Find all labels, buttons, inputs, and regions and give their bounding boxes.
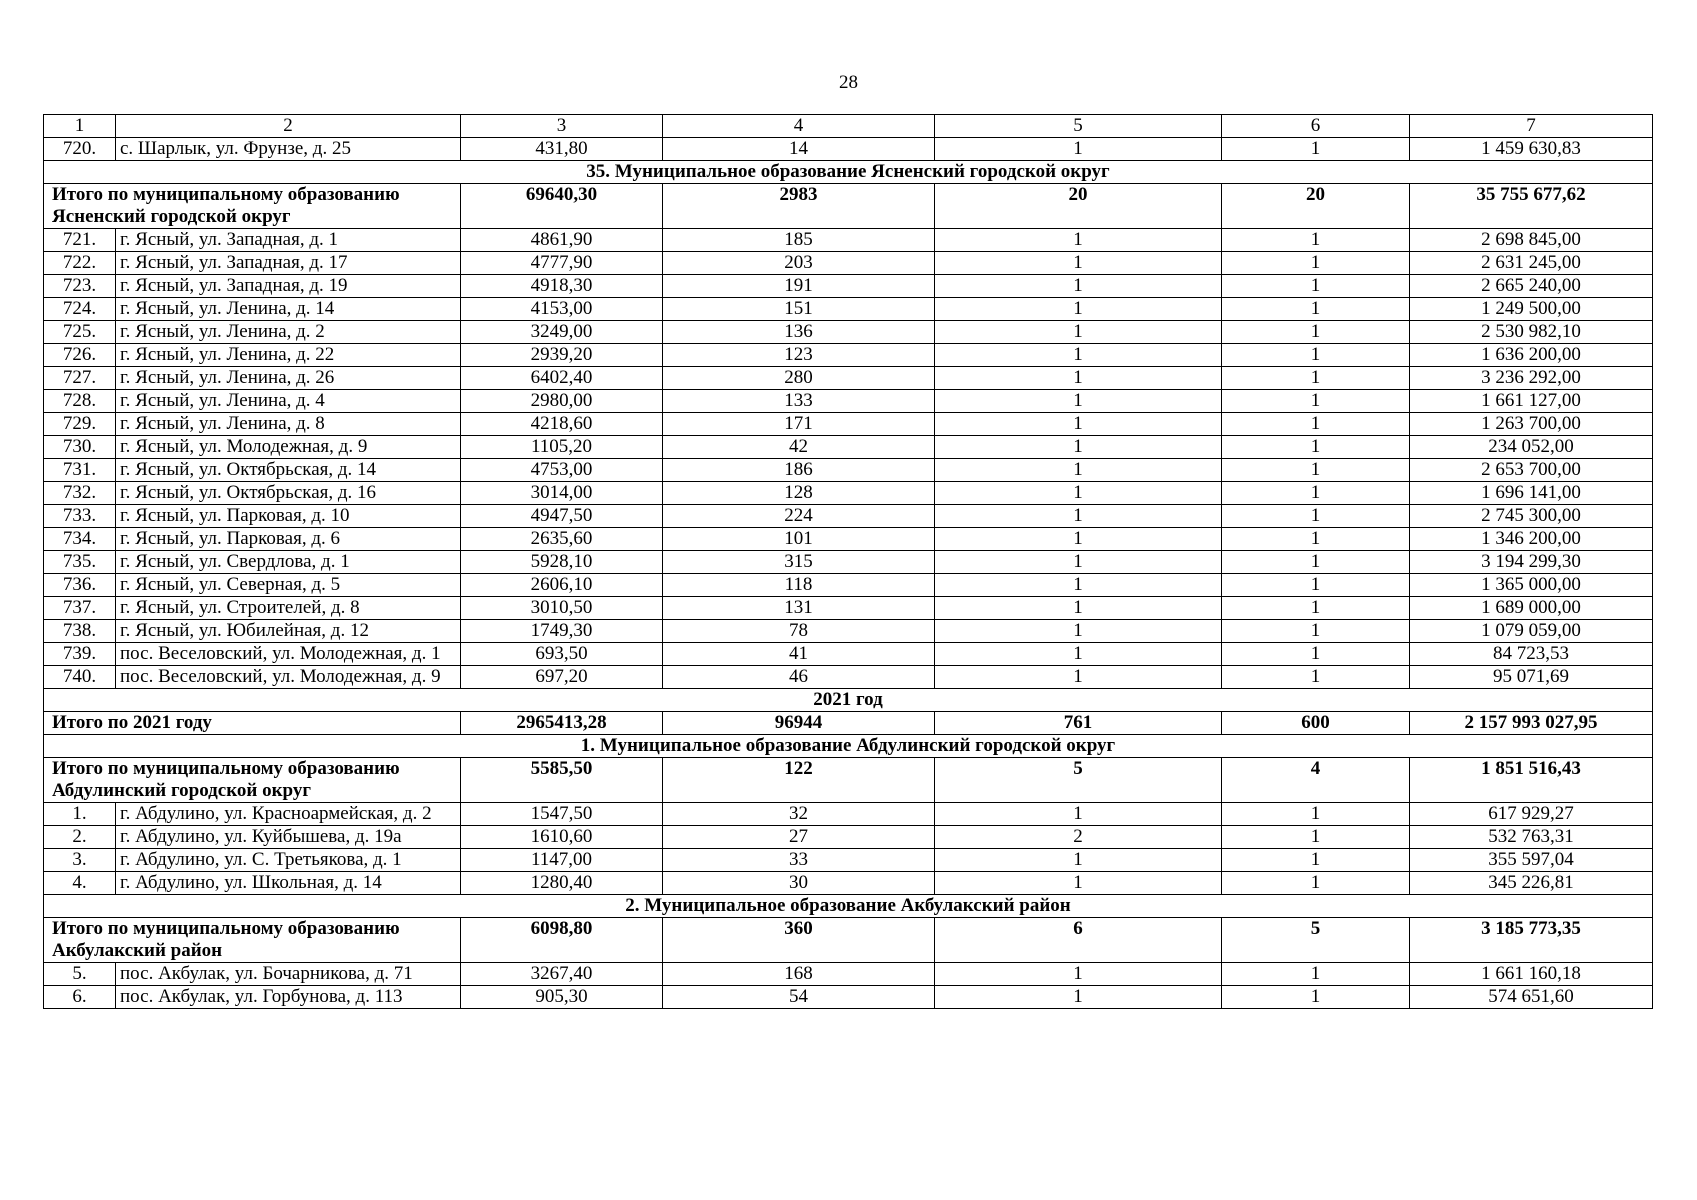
area-cell: 5585,50 [461,758,663,803]
address-cell: г. Ясный, ул. Ленина, д. 26 [116,367,461,390]
table-row [44,528,1653,551]
row-number: 730. [44,436,116,459]
col6-cell: 1 [1222,620,1410,643]
cost-cell: 3 236 292,00 [1410,367,1653,390]
row-number: 740. [44,666,116,689]
table-row [44,963,1653,986]
area-cell: 2965413,28 [461,712,663,735]
col6-cell: 1 [1222,367,1410,390]
row-number: 724. [44,298,116,321]
table-row [44,666,1653,689]
housing-register-table [43,114,1653,1009]
cost-cell: 1 696 141,00 [1410,482,1653,505]
cost-cell: 3 194 299,30 [1410,551,1653,574]
address-cell: с. Шарлык, ул. Фрунзе, д. 25 [116,138,461,161]
row-number: 725. [44,321,116,344]
col5-cell: 1 [935,482,1222,505]
area-cell: 4218,60 [461,413,663,436]
address-cell: г. Абдулино, ул. Куйбышева, д. 19а [116,826,461,849]
row-number: 732. [44,482,116,505]
col6-cell: 1 [1222,986,1410,1009]
col5-cell: 1 [935,597,1222,620]
area-cell: 2606,10 [461,574,663,597]
col5-cell: 1 [935,528,1222,551]
address-cell: г. Ясный, ул. Октябрьская, д. 16 [116,482,461,505]
col6-cell: 1 [1222,551,1410,574]
table-row [44,643,1653,666]
address-cell: г. Ясный, ул. Ленина, д. 22 [116,344,461,367]
col5-cell: 1 [935,229,1222,252]
col6-cell: 1 [1222,229,1410,252]
row-number: 723. [44,275,116,298]
col6-cell: 1 [1222,413,1410,436]
cost-cell: 1 689 000,00 [1410,597,1653,620]
row-number: 729. [44,413,116,436]
residents-cell: 168 [663,963,935,986]
row-number: 733. [44,505,116,528]
table-row [44,826,1653,849]
residents-cell: 96944 [663,712,935,735]
col5-cell: 1 [935,872,1222,895]
area-cell: 431,80 [461,138,663,161]
table-body [44,115,1653,1009]
area-cell: 69640,30 [461,184,663,229]
address-cell: г. Ясный, ул. Парковая, д. 10 [116,505,461,528]
cost-cell: 2 665 240,00 [1410,275,1653,298]
area-cell: 3267,40 [461,963,663,986]
cost-cell: 3 185 773,35 [1410,918,1653,963]
area-cell: 5928,10 [461,551,663,574]
subtotal-row [44,758,1653,803]
table-row [44,574,1653,597]
col6-cell: 1 [1222,803,1410,826]
col5-cell: 1 [935,643,1222,666]
header-cell: 3 [461,115,663,138]
col5-cell: 1 [935,138,1222,161]
cost-cell: 2 745 300,00 [1410,505,1653,528]
residents-cell: 27 [663,826,935,849]
cost-cell: 2 530 982,10 [1410,321,1653,344]
cost-cell: 234 052,00 [1410,436,1653,459]
cost-cell: 1 636 200,00 [1410,344,1653,367]
col6-cell: 1 [1222,436,1410,459]
subtotal-label: Итого по муниципальному образованию Ясненский городской округ [44,184,461,229]
col5-cell: 1 [935,275,1222,298]
table-row [44,872,1653,895]
address-cell: г. Ясный, ул. Молодежная, д. 9 [116,436,461,459]
residents-cell: 191 [663,275,935,298]
row-number: 726. [44,344,116,367]
residents-cell: 280 [663,367,935,390]
col5-cell: 761 [935,712,1222,735]
area-cell: 2939,20 [461,344,663,367]
col5-cell: 1 [935,803,1222,826]
col5-cell: 1 [935,321,1222,344]
row-number: 735. [44,551,116,574]
subtotal-label: Итого по муниципальному образованию Акбулакский район [44,918,461,963]
table-row [44,459,1653,482]
address-cell: г. Ясный, ул. Западная, д. 1 [116,229,461,252]
row-number: 734. [44,528,116,551]
area-cell: 4918,30 [461,275,663,298]
table-row [44,849,1653,872]
area-cell: 1147,00 [461,849,663,872]
col5-cell: 1 [935,574,1222,597]
residents-cell: 118 [663,574,935,597]
table-row [44,803,1653,826]
table-row [44,620,1653,643]
residents-cell: 136 [663,321,935,344]
row-number: 738. [44,620,116,643]
col5-cell: 1 [935,367,1222,390]
cost-cell: 2 698 845,00 [1410,229,1653,252]
table-row [44,321,1653,344]
cost-cell: 617 929,27 [1410,803,1653,826]
col6-cell: 1 [1222,275,1410,298]
residents-cell: 224 [663,505,935,528]
table-row [44,367,1653,390]
col5-cell: 1 [935,551,1222,574]
address-cell: г. Ясный, ул. Западная, д. 19 [116,275,461,298]
address-cell: пос. Веселовский, ул. Молодежная, д. 9 [116,666,461,689]
residents-cell: 131 [663,597,935,620]
col5-cell: 1 [935,986,1222,1009]
residents-cell: 185 [663,229,935,252]
row-number: 5. [44,963,116,986]
residents-cell: 186 [663,459,935,482]
cost-cell: 95 071,69 [1410,666,1653,689]
address-cell: г. Ясный, ул. Западная, д. 17 [116,252,461,275]
row-number: 1. [44,803,116,826]
residents-cell: 133 [663,390,935,413]
area-cell: 6098,80 [461,918,663,963]
col6-cell: 1 [1222,963,1410,986]
subtotal-label: Итого по муниципальному образованию Абдулинский городской округ [44,758,461,803]
subtotal-row [44,918,1653,963]
area-cell: 697,20 [461,666,663,689]
section-header-row [44,161,1653,184]
subtotal-row [44,712,1653,735]
header-cell: 6 [1222,115,1410,138]
cost-cell: 1 263 700,00 [1410,413,1653,436]
area-cell: 3010,50 [461,597,663,620]
subtotal-label: Итого по 2021 году [44,712,461,735]
address-cell: г. Абдулино, ул. Красноармейская, д. 2 [116,803,461,826]
col5-cell: 1 [935,252,1222,275]
col5-cell: 1 [935,849,1222,872]
table-row [44,275,1653,298]
cost-cell: 1 079 059,00 [1410,620,1653,643]
cost-cell: 1 661 127,00 [1410,390,1653,413]
col6-cell: 1 [1222,643,1410,666]
row-number: 720. [44,138,116,161]
col6-cell: 1 [1222,574,1410,597]
col6-cell: 1 [1222,597,1410,620]
residents-cell: 360 [663,918,935,963]
cost-cell: 345 226,81 [1410,872,1653,895]
col5-cell: 1 [935,963,1222,986]
col6-cell: 1 [1222,849,1410,872]
address-cell: г. Ясный, ул. Ленина, д. 2 [116,321,461,344]
residents-cell: 123 [663,344,935,367]
col5-cell: 1 [935,459,1222,482]
area-cell: 1547,50 [461,803,663,826]
area-cell: 4947,50 [461,505,663,528]
residents-cell: 203 [663,252,935,275]
row-number: 731. [44,459,116,482]
address-cell: г. Ясный, ул. Строителей, д. 8 [116,597,461,620]
address-cell: пос. Акбулак, ул. Бочарникова, д. 71 [116,963,461,986]
section-title: 2. Муниципальное образование Акбулакский район [44,895,1653,918]
col6-cell: 1 [1222,138,1410,161]
cost-cell: 1 661 160,18 [1410,963,1653,986]
residents-cell: 101 [663,528,935,551]
row-number: 4. [44,872,116,895]
col6-cell: 1 [1222,505,1410,528]
address-cell: г. Абдулино, ул. С. Третьякова, д. 1 [116,849,461,872]
col6-cell: 1 [1222,826,1410,849]
header-cell: 5 [935,115,1222,138]
residents-cell: 14 [663,138,935,161]
col6-cell: 1 [1222,321,1410,344]
col6-cell: 20 [1222,184,1410,229]
col6-cell: 1 [1222,528,1410,551]
address-cell: г. Абдулино, ул. Школьная, д. 14 [116,872,461,895]
section-title: 2021 год [44,689,1653,712]
residents-cell: 46 [663,666,935,689]
cost-cell: 532 763,31 [1410,826,1653,849]
header-cell: 2 [116,115,461,138]
table-row [44,390,1653,413]
cost-cell: 2 157 993 027,95 [1410,712,1653,735]
col5-cell: 1 [935,413,1222,436]
residents-cell: 2983 [663,184,935,229]
row-number: 739. [44,643,116,666]
row-number: 722. [44,252,116,275]
header-row [44,115,1653,138]
section-header-row [44,895,1653,918]
table-row [44,344,1653,367]
cost-cell: 574 651,60 [1410,986,1653,1009]
section-title: 35. Муниципальное образование Ясненский городской округ [44,161,1653,184]
table-row [44,986,1653,1009]
col5-cell: 2 [935,826,1222,849]
cost-cell: 1 459 630,83 [1410,138,1653,161]
address-cell: г. Ясный, ул. Свердлова, д. 1 [116,551,461,574]
col6-cell: 1 [1222,390,1410,413]
cost-cell: 35 755 677,62 [1410,184,1653,229]
row-number: 3. [44,849,116,872]
page-number: 28 [839,72,858,93]
area-cell: 3014,00 [461,482,663,505]
table-row [44,436,1653,459]
area-cell: 905,30 [461,986,663,1009]
col5-cell: 6 [935,918,1222,963]
address-cell: г. Ясный, ул. Ленина, д. 8 [116,413,461,436]
col5-cell: 5 [935,758,1222,803]
address-cell: г. Ясный, ул. Ленина, д. 4 [116,390,461,413]
area-cell: 3249,00 [461,321,663,344]
area-cell: 6402,40 [461,367,663,390]
header-cell: 1 [44,115,116,138]
table-row [44,229,1653,252]
cost-cell: 1 249 500,00 [1410,298,1653,321]
row-number: 2. [44,826,116,849]
address-cell: г. Ясный, ул. Парковая, д. 6 [116,528,461,551]
cost-cell: 1 346 200,00 [1410,528,1653,551]
area-cell: 2980,00 [461,390,663,413]
address-cell: г. Ясный, ул. Октябрьская, д. 14 [116,459,461,482]
col5-cell: 1 [935,298,1222,321]
table-row [44,505,1653,528]
cost-cell: 355 597,04 [1410,849,1653,872]
table-row [44,138,1653,161]
table-row [44,551,1653,574]
cost-cell: 1 851 516,43 [1410,758,1653,803]
address-cell: пос. Веселовский, ул. Молодежная, д. 1 [116,643,461,666]
address-cell: пос. Акбулак, ул. Горбунова, д. 113 [116,986,461,1009]
area-cell: 4861,90 [461,229,663,252]
col6-cell: 1 [1222,344,1410,367]
residents-cell: 54 [663,986,935,1009]
residents-cell: 78 [663,620,935,643]
section-header-row [44,689,1653,712]
area-cell: 2635,60 [461,528,663,551]
table-row [44,597,1653,620]
residents-cell: 30 [663,872,935,895]
area-cell: 1280,40 [461,872,663,895]
area-cell: 4153,00 [461,298,663,321]
section-header-row [44,735,1653,758]
area-cell: 4777,90 [461,252,663,275]
residents-cell: 171 [663,413,935,436]
col6-cell: 1 [1222,872,1410,895]
row-number: 736. [44,574,116,597]
row-number: 6. [44,986,116,1009]
area-cell: 693,50 [461,643,663,666]
col5-cell: 1 [935,344,1222,367]
col6-cell: 1 [1222,482,1410,505]
col5-cell: 1 [935,390,1222,413]
cost-cell: 2 653 700,00 [1410,459,1653,482]
col5-cell: 1 [935,620,1222,643]
header-cell: 7 [1410,115,1653,138]
address-cell: г. Ясный, ул. Ленина, д. 14 [116,298,461,321]
col5-cell: 1 [935,436,1222,459]
table-row [44,252,1653,275]
section-title: 1. Муниципальное образование Абдулинский городской округ [44,735,1653,758]
col5-cell: 1 [935,505,1222,528]
residents-cell: 33 [663,849,935,872]
table-row [44,482,1653,505]
residents-cell: 128 [663,482,935,505]
address-cell: г. Ясный, ул. Северная, д. 5 [116,574,461,597]
table-row [44,413,1653,436]
residents-cell: 151 [663,298,935,321]
table-row [44,298,1653,321]
residents-cell: 122 [663,758,935,803]
address-cell: г. Ясный, ул. Юбилейная, д. 12 [116,620,461,643]
row-number: 728. [44,390,116,413]
area-cell: 1749,30 [461,620,663,643]
row-number: 737. [44,597,116,620]
residents-cell: 315 [663,551,935,574]
col6-cell: 1 [1222,298,1410,321]
col5-cell: 1 [935,666,1222,689]
col6-cell: 4 [1222,758,1410,803]
row-number: 721. [44,229,116,252]
area-cell: 1105,20 [461,436,663,459]
col5-cell: 20 [935,184,1222,229]
cost-cell: 1 365 000,00 [1410,574,1653,597]
residents-cell: 42 [663,436,935,459]
col6-cell: 5 [1222,918,1410,963]
area-cell: 4753,00 [461,459,663,482]
residents-cell: 41 [663,643,935,666]
subtotal-row [44,184,1653,229]
col6-cell: 1 [1222,252,1410,275]
header-cell: 4 [663,115,935,138]
col6-cell: 1 [1222,459,1410,482]
area-cell: 1610,60 [461,826,663,849]
cost-cell: 84 723,53 [1410,643,1653,666]
col6-cell: 1 [1222,666,1410,689]
col6-cell: 600 [1222,712,1410,735]
cost-cell: 2 631 245,00 [1410,252,1653,275]
residents-cell: 32 [663,803,935,826]
row-number: 727. [44,367,116,390]
